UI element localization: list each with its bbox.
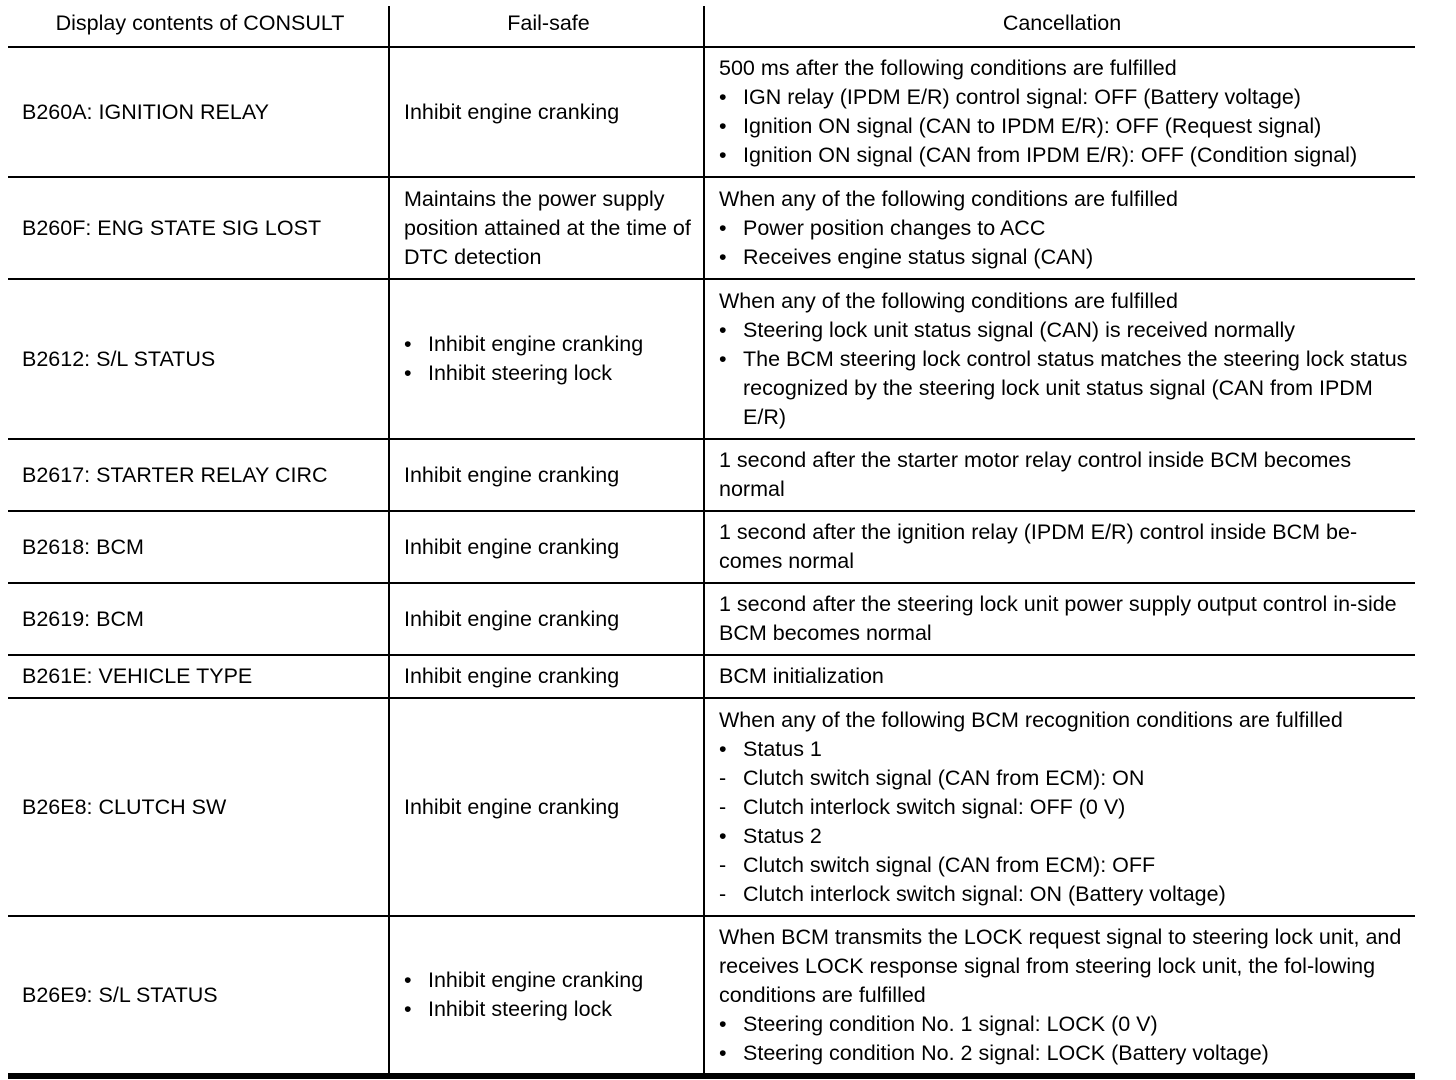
table-row [8, 698, 1415, 916]
cancellation-intro: When any of the following conditions are fulfilled [719, 186, 1178, 211]
cancellation-intro: When BCM transmits the LOCK request signal to steering lock unit, and receives LOCK response signal from steering lock unit, the fol-lowing conditions are fulfilled [719, 924, 1402, 1007]
dtc-code-cell: B2618: BCM [8, 511, 389, 583]
dtc-code-cell: B260F: ENG STATE SIG LOST [8, 177, 389, 279]
list-item-text: Status 2 [743, 823, 822, 848]
list-item-text: Steering condition No. 1 signal: LOCK (0 V) [743, 1011, 1158, 1036]
list-item [719, 316, 1409, 345]
list-item [719, 243, 1409, 272]
cancellation-list [719, 316, 1409, 432]
list-item-text: Clutch interlock switch signal: ON (Battery voltage) [743, 881, 1226, 906]
fail-safe-cell: Inhibit engine cranking [389, 439, 704, 511]
dtc-code-cell: B2619: BCM [8, 583, 389, 655]
list-item-text: Inhibit engine cranking [428, 332, 644, 356]
list-item [719, 141, 1409, 170]
list-item-text: The BCM steering lock control status matches the steering lock status recognized by the steering lock unit status signal (CAN from IPDM E/R) [743, 346, 1408, 429]
dtc-code-cell: B261E: VEHICLE TYPE [8, 655, 389, 698]
list-item-text: Steering lock unit status signal (CAN) is received normally [743, 317, 1296, 342]
list-item-text: Ignition ON signal (CAN to IPDM E/R): OFF (Request signal) [743, 114, 1322, 138]
list-item [719, 1010, 1409, 1039]
bullet-marker: • [719, 114, 727, 138]
bullet-marker: • [404, 361, 412, 385]
bullet-marker: • [719, 244, 727, 269]
bullet-marker: • [719, 317, 727, 342]
cancellation-cell: BCM initialization [704, 655, 1415, 698]
bullet-marker: • [719, 823, 727, 848]
table-row [8, 279, 1415, 439]
cancellation-cell: 1 second after the starter motor relay control inside BCM becomes normal [704, 439, 1415, 511]
dash-marker: - [719, 852, 727, 877]
list-item-text: Inhibit steering lock [428, 361, 613, 385]
dtc-code-cell: B26E9: S/L STATUS [8, 916, 389, 1073]
list-item-text: Power position changes to ACC [743, 215, 1046, 240]
list-item-text: Receives engine status signal (CAN) [743, 244, 1094, 269]
bullet-marker: • [719, 736, 727, 761]
cancellation-cell [704, 916, 1415, 1073]
table-row [8, 177, 1415, 279]
table-row [8, 511, 1415, 583]
cancellation-intro: When any of the following BCM recognition conditions are fulfilled [719, 707, 1343, 732]
table-header-row [8, 6, 1415, 47]
list-item [719, 880, 1409, 909]
list-item-text: Clutch switch signal (CAN from ECM): OFF [743, 852, 1156, 877]
list-item [404, 359, 693, 388]
header-cancellation: Cancellation [704, 6, 1415, 47]
list-item [719, 851, 1409, 880]
list-item-text: Inhibit engine cranking [428, 968, 644, 992]
bullet-marker: • [719, 1040, 727, 1065]
list-item [719, 214, 1409, 243]
list-item-text: Clutch switch signal (CAN from ECM): ON [743, 765, 1145, 790]
list-item [719, 1039, 1409, 1068]
cancellation-cell: 1 second after the ignition relay (IPDM E/R) control inside BCM be-comes normal [704, 511, 1415, 583]
list-item [404, 995, 693, 1024]
list-item-text: IGN relay (IPDM E/R) control signal: OFF (Battery voltage) [743, 85, 1301, 109]
cancellation-intro: When any of the following conditions are fulfilled [719, 288, 1178, 313]
bullet-marker: • [719, 143, 727, 167]
dtc-code-cell: B2617: STARTER RELAY CIRC [8, 439, 389, 511]
bullet-marker: • [404, 332, 412, 356]
cancellation-list [719, 1010, 1409, 1068]
cancellation-cell: 1 second after the steering lock unit power supply output control in-side BCM becomes normal [704, 583, 1415, 655]
bullet-marker: • [719, 85, 727, 109]
list-item [404, 966, 693, 995]
cancellation-cell [704, 177, 1415, 279]
fail-safe-list [404, 966, 693, 1024]
table-row [8, 916, 1415, 1073]
list-item [719, 83, 1409, 112]
dash-marker: - [719, 794, 727, 819]
list-item [719, 793, 1409, 822]
list-item [719, 822, 1409, 851]
table-row [8, 47, 1415, 177]
list-item [719, 345, 1409, 432]
dtc-code-cell: B26E8: CLUTCH SW [8, 698, 389, 916]
dtc-code-cell: B260A: IGNITION RELAY [8, 47, 389, 177]
list-item [719, 735, 1409, 764]
bullet-marker: • [404, 968, 412, 992]
cancellation-list [719, 83, 1409, 170]
header-fail-safe: Fail-safe [389, 6, 704, 47]
fail-safe-cell [389, 916, 704, 1073]
fail-safe-cell [389, 279, 704, 439]
list-item-text: Clutch interlock switch signal: OFF (0 V) [743, 794, 1126, 819]
table-bottom-rule [8, 1073, 1415, 1079]
table-row [8, 439, 1415, 511]
bullet-marker: • [719, 1011, 727, 1036]
cancellation-list [719, 214, 1409, 272]
list-item-text: Ignition ON signal (CAN from IPDM E/R): OFF (Condition signal) [743, 143, 1358, 167]
list-item [719, 112, 1409, 141]
fail-safe-cell: Inhibit engine cranking [389, 511, 704, 583]
list-item [404, 330, 693, 359]
list-item [719, 764, 1409, 793]
list-item-text: Inhibit steering lock [428, 997, 613, 1021]
fail-safe-document [8, 6, 1415, 1079]
cancellation-list [719, 735, 1409, 909]
fail-safe-table [8, 6, 1415, 1073]
cancellation-cell [704, 47, 1415, 177]
fail-safe-list [404, 330, 693, 388]
list-item-text: Status 1 [743, 736, 822, 761]
fail-safe-cell: Inhibit engine cranking [389, 655, 704, 698]
cancellation-cell [704, 698, 1415, 916]
fail-safe-cell: Inhibit engine cranking [389, 698, 704, 916]
bullet-marker: • [719, 215, 727, 240]
header-display-contents: Display contents of CONSULT [8, 6, 389, 47]
dash-marker: - [719, 881, 727, 906]
table-row [8, 583, 1415, 655]
bullet-marker: • [719, 346, 727, 371]
dash-marker: - [719, 765, 727, 790]
fail-safe-cell: Inhibit engine cranking [389, 47, 704, 177]
dtc-code-cell: B2612: S/L STATUS [8, 279, 389, 439]
cancellation-cell [704, 279, 1415, 439]
list-item-text: Steering condition No. 2 signal: LOCK (Battery voltage) [743, 1040, 1269, 1065]
cancellation-intro: 500 ms after the following conditions are fulfilled [719, 56, 1177, 80]
bullet-marker: • [404, 997, 412, 1021]
fail-safe-cell: Inhibit engine cranking [389, 583, 704, 655]
table-row [8, 655, 1415, 698]
fail-safe-cell: Maintains the power supply position attained at the time of DTC detection [389, 177, 704, 279]
